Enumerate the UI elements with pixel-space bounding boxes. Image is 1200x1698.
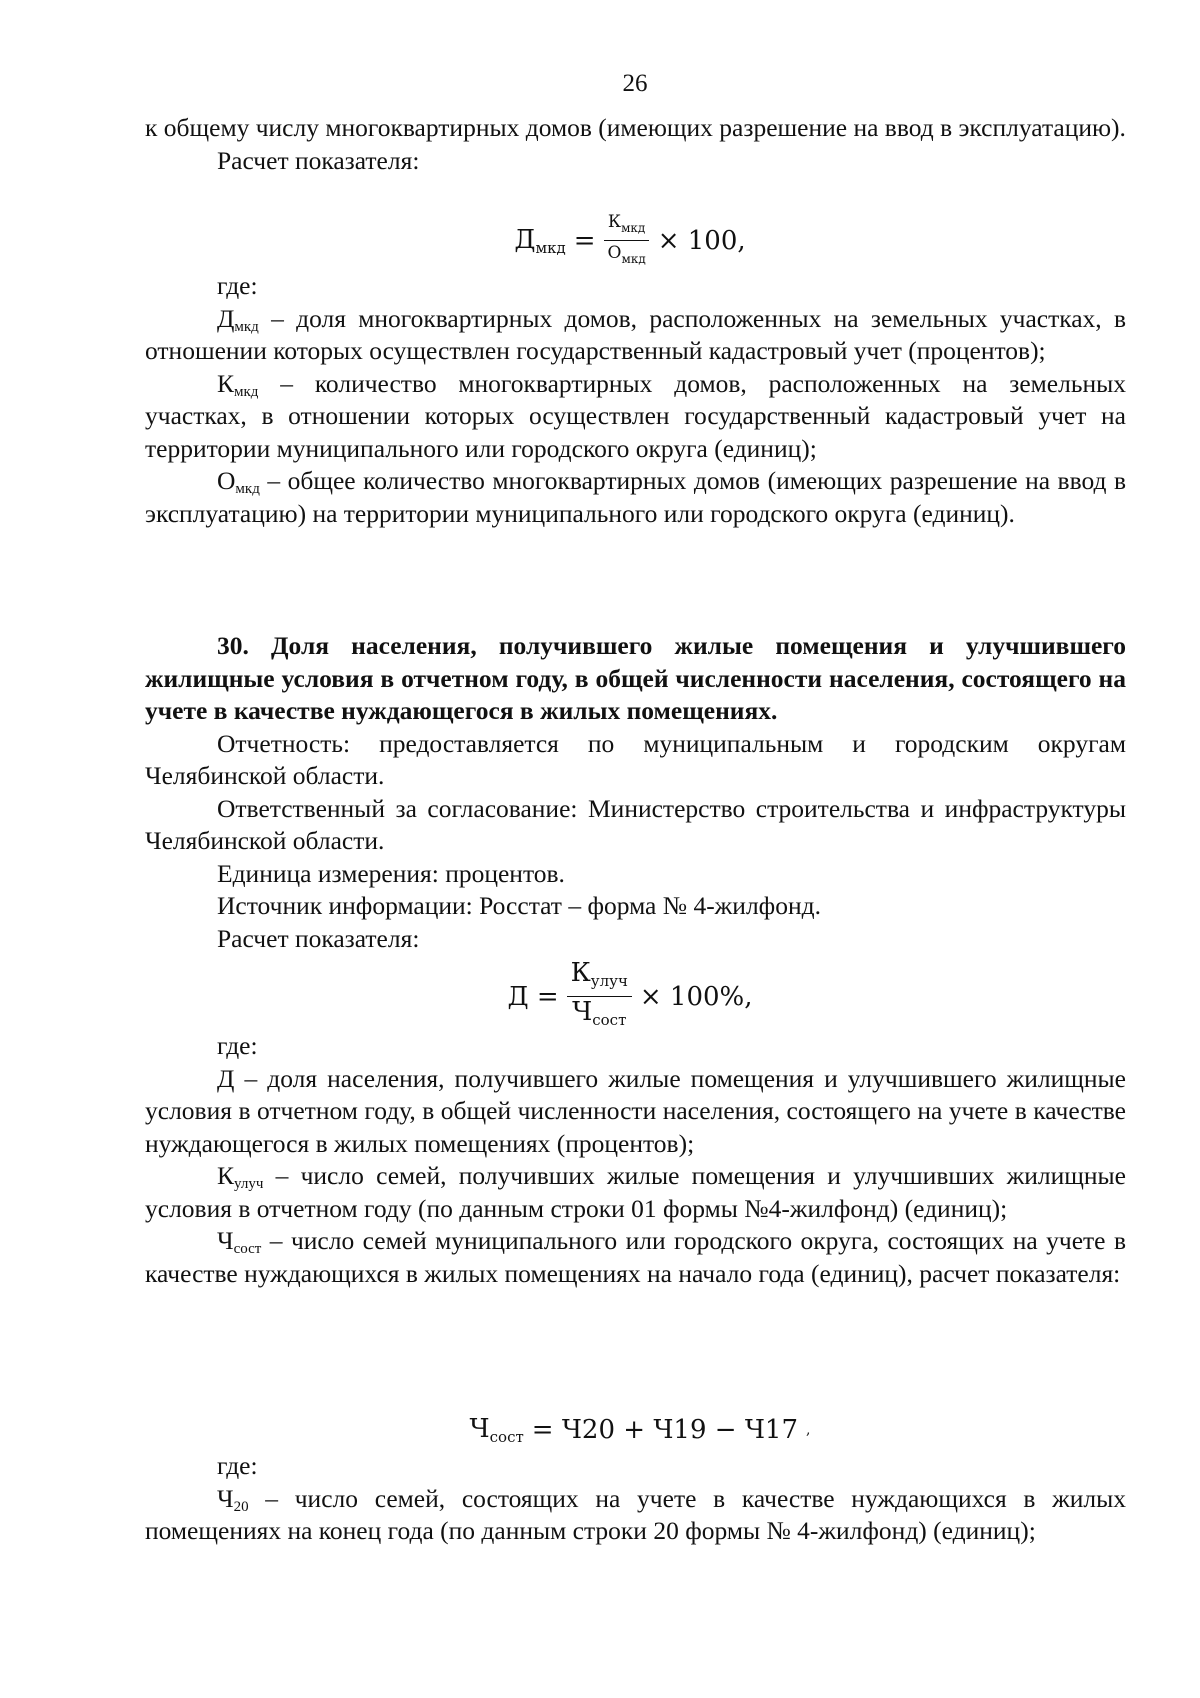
def-ch20: $Ч_{20}$ – число семей, состоящих на учете в качестве нуждающихся в жилых помещениях на конец года (по данным строки 20 формы № 4-жилфонд) (единиц); (145, 1483, 1126, 1545)
page-number: 26 (622, 70, 648, 97)
source-text: Источник информации: Росстат – форма № 4-жилфонд. (217, 891, 821, 920)
def-kuluch: $К_{улуч}$ – число семей, получивших жилые помещения и улучшивших жилищные условия в отчетном году (по данным строки 01 формы №4-жилфонд) (единиц); (145, 1161, 1126, 1223)
intro-paragraph: к общему числу многоквартирных домов (имеющих разрешение на ввод в эксплуатацию). (145, 113, 1126, 142)
def-chsost: $Ч_{сост}$ – число семей муниципального или городского округа, состоящих на учете в качестве нуждающихся в жилых помещениях на начало года (единиц), расчет показателя: (145, 1226, 1126, 1288)
formula1-tail: × 100, (657, 225, 746, 256)
def-kmkd: $К_{мкд}$ – количество многоквартирных домов, расположенных на земельных участках, в отношении которых осуществлен государственный кадастровый учет на территории муниципального или городского округа (единиц); (145, 368, 1126, 463)
unit-text: Единица измерения: процентов. (217, 858, 565, 888)
def-dmkd: $Д_{мкд}$ – доля многоквартирных домов, расположенных на земельных участках, в отношении которых осуществлен государственный кадастровый учет (процентов); (145, 303, 1126, 365)
formula1-fraction: $\frac{К_{мкд}}{О_{мкд}}$ (604, 212, 650, 269)
document-body (145, 112, 1126, 177)
calc-label-2: Расчет показателя: (217, 923, 420, 953)
definitions-block-3 (145, 1450, 1126, 1548)
formula1-lhs: Дмкд (514, 224, 566, 257)
formula2-lhs: Д = (507, 981, 559, 1012)
where-label-1: где: (217, 271, 258, 300)
where-label-2: где: (217, 1031, 258, 1060)
section-heading: 30. Доля населения, получившего жилые помещения и улучшившего жилищные условия в отчетном году, в общей численности населения, состоящего на учете в качестве нуждающегося в жилых помещениях. (145, 631, 1126, 725)
definitions-block-2 (145, 1030, 1126, 1290)
formula-d-percent (480, 960, 780, 1033)
formula3-tail: , (806, 1422, 811, 1438)
reporting-text: Отчетность: предоставляется по муниципальным и городским округам Челябинской области. (145, 728, 1126, 790)
where-label-3: где: (217, 1451, 258, 1480)
formula2-tail: × 100%, (639, 981, 753, 1012)
formula-dmkd: Дмкд = $\frac{К_{мкд}}{О_{мкд}}$ × 100, (480, 212, 780, 269)
formula2-fraction: $\frac{\text{Кулуч}}{\text{Чсост}}$ (567, 960, 632, 1033)
formula3-lhs: Чсост (469, 1414, 524, 1446)
def-omkd: $О_{мкд}$ – общее количество многоквартирных домов (имеющих разрешение на ввод в эксплуатацию) на территории муниципального или городского округа (единиц). (145, 466, 1126, 528)
def-d2: Д – доля населения, получившего жилые помещения и улучшившего жилищные условия в отчетном году, в общей численности населения, состоящего на учете в качестве нуждающегося в жилых помещениях (процентов); (145, 1063, 1126, 1158)
calc-label-1: Расчет показателя: (217, 145, 420, 175)
formula3-rhs: = Ч20 + Ч19 − Ч17 (531, 1415, 799, 1445)
responsible-text: Ответственный за согласование: Министерство строительства и инфраструктуры Челябинской области. (145, 793, 1126, 855)
section-30 (145, 630, 1126, 955)
formula-chsost (440, 1414, 840, 1446)
definitions-block-1 (145, 270, 1126, 530)
